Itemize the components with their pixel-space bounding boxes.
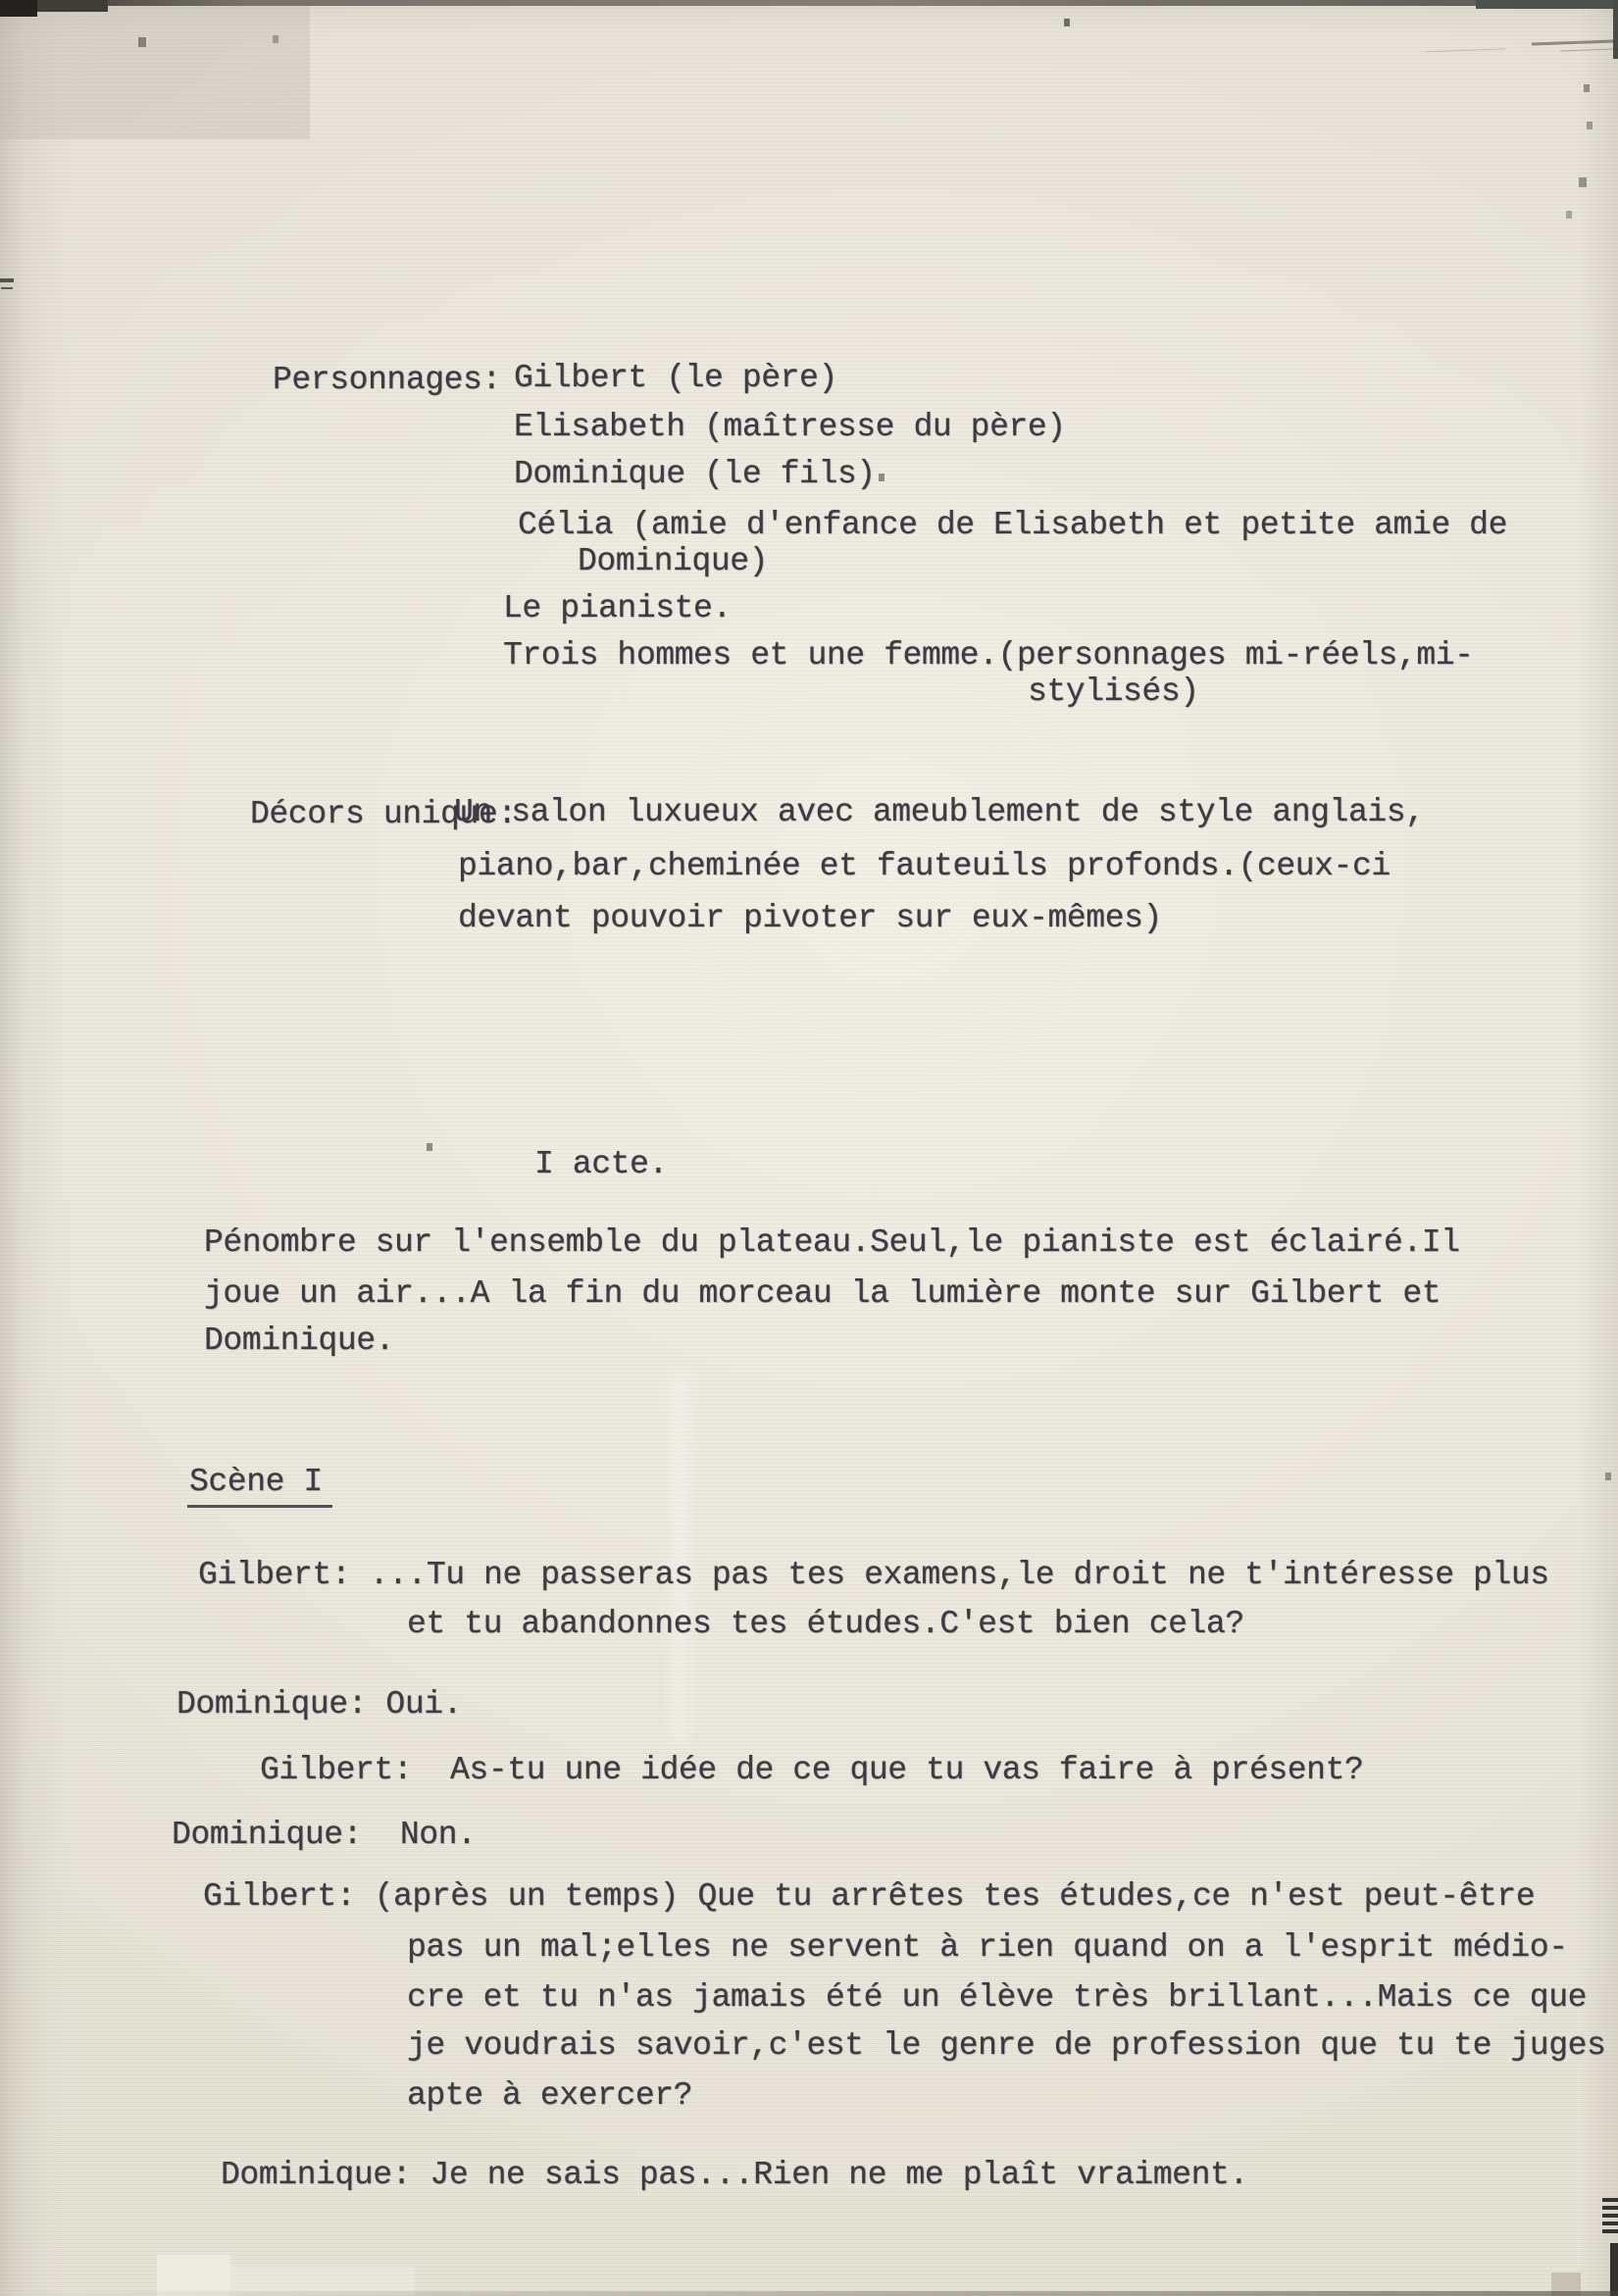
dialogue-continuation: cre et tu n'as jamais été un élève très brillant...Mais ce que — [407, 1979, 1588, 2016]
act-heading: I acte. — [534, 1146, 668, 1182]
stage-direction-line: joue un air...A la fin du morceau la lumière monte sur Gilbert et — [204, 1275, 1441, 1312]
stage-direction-line: Pénombre sur l'ensemble du plateau.Seul,le pianiste est éclairé.Il — [204, 1224, 1460, 1261]
decor-label: Décors unique: — [250, 796, 517, 832]
ink-smudge-top-right — [1532, 40, 1614, 46]
bottom-edge-shade — [0, 2291, 1618, 2296]
top-left-gray-patch — [0, 0, 310, 139]
right-edge-line — [1613, 0, 1618, 59]
bottom-right-stripe-marks — [1602, 2198, 1618, 2235]
cast-entry: Dominique (le fils) — [514, 456, 876, 492]
dialogue-continuation: je voudrais savoir,c'est le genre de profession que tu te juges — [407, 2027, 1606, 2064]
dialogue-line: Gilbert: (après un temps) Que tu arrêtes tes études,ce n'est peut-être — [203, 1878, 1536, 1915]
center-crease-highlight — [670, 1373, 689, 1745]
dialogue-line: Dominique: Je ne sais pas...Rien ne me plaît vraiment. — [221, 2157, 1248, 2193]
top-edge-bar — [0, 0, 1618, 6]
cast-entry: Elisabeth (maîtresse du père) — [514, 409, 1066, 445]
decor-line: piano,bar,cheminée et fauteuils profonds.(ceux-ci — [458, 848, 1390, 884]
dialogue-continuation: et tu abandonnes tes études.C'est bien cela? — [407, 1606, 1244, 1642]
cast-entry: Trois hommes et une femme.(personnages mi-réels,mi- — [503, 637, 1474, 674]
bottom-left-light-patch — [157, 2255, 230, 2296]
dialogue-continuation: apte à exercer? — [407, 2077, 693, 2114]
cast-entry-continuation: Dominique) — [578, 543, 769, 579]
decor-line: Un salon luxueux avec ameublement de style anglais, — [454, 794, 1425, 830]
scene-heading: Scène I — [189, 1466, 332, 1498]
dialogue-line: Dominique: Oui. — [177, 1686, 463, 1722]
decor-line: devant pouvoir pivoter sur eux-mêmes) — [458, 900, 1162, 936]
top-right-edge-bar — [1476, 0, 1618, 9]
cast-entry: Gilbert (le père) — [514, 360, 837, 396]
left-edge-binder-mark — [0, 278, 14, 282]
top-left-corner-mark — [0, 0, 37, 17]
cast-entry: Le pianiste. — [503, 590, 732, 626]
dialogue-line: Gilbert: ...Tu ne passeras pas tes examens,le droit ne t'intéresse plus — [198, 1557, 1549, 1593]
cast-label: Personnages: — [273, 362, 501, 398]
dialogue-line: Gilbert: As-tu une idée de ce que tu vas faire à présent? — [260, 1752, 1364, 1788]
dialogue-continuation: pas un mal;elles ne servent à rien quand on a l'esprit médio- — [407, 1929, 1568, 1966]
cast-entry-continuation: stylisés) — [1028, 674, 1199, 710]
ink-specks — [0, 0, 4, 6]
stage-direction-line: Dominique. — [204, 1323, 395, 1359]
bottom-right-edge-strip — [1610, 2243, 1618, 2296]
dialogue-line: Dominique: Non. — [172, 1817, 477, 1853]
cast-entry: Célia (amie d'enfance de Elisabeth et petite amie de — [518, 507, 1507, 543]
